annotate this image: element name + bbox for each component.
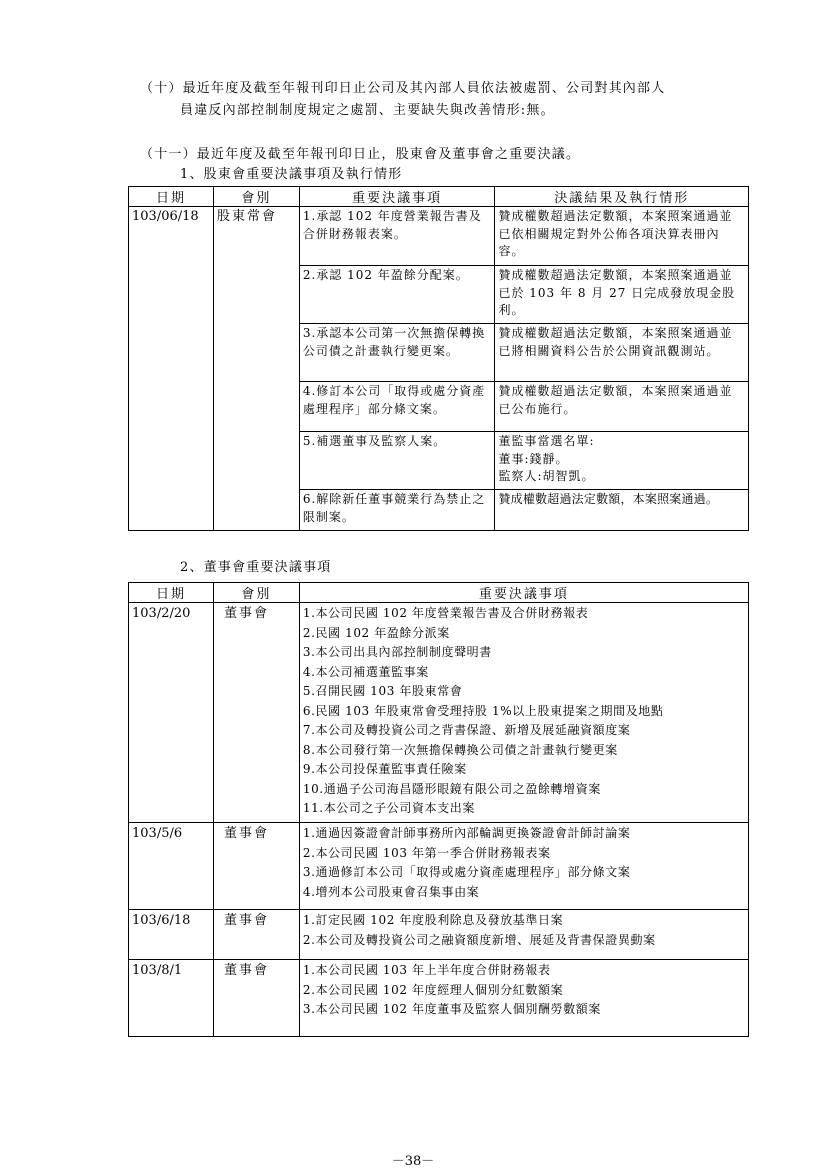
list-item: 4.本公司補選董監事案 (302, 664, 429, 679)
list-item: 1.通過因簽證會計師事務所內部輪調更換簽證會計師討論案 (302, 826, 631, 840)
resolution-item: 3.承認本公司第一次無擔保轉換公司債之計畫執行變更案。 (299, 324, 495, 382)
list-item: 5.召開民國 103 年股東常會 (302, 684, 463, 698)
col-header-meeting: 會別 (213, 187, 299, 207)
list-item: 8.本公司發行第一次無擔保轉換公司債之計畫執行變更案 (302, 742, 618, 757)
shareholders-resolutions-table (128, 186, 749, 531)
list-item: 2.本公司及轉投資公司之融資額度新增、展延及背書保證異動案 (302, 932, 656, 947)
table-row (129, 603, 749, 823)
table-row (129, 207, 749, 266)
list-item: 9.本公司投保董監事責任險案 (302, 762, 467, 776)
col-header-date: 日期 (129, 187, 214, 207)
section10-line1: （十）最近年度及截至年報刊印日止公司及其內部人員依法被處罰、公司對其內部人 (140, 81, 666, 96)
table-header-row (129, 187, 749, 207)
col-header-meeting: 會別 (213, 583, 299, 603)
resolution-items (299, 823, 748, 910)
meeting-date: 103/2/20 (129, 603, 214, 823)
table-row (129, 960, 749, 1037)
col-header-item: 重要決議事項 (299, 187, 495, 207)
meeting-type: 董事會 (213, 823, 299, 910)
list-item: 7.本公司及轉投資公司之背書保證、新增及展延融資額度案 (302, 723, 631, 737)
section11-sub2: 2、董事會重要決議事項 (180, 560, 332, 575)
resolution-result: 贊成權數超過法定數額，本案照案通過並已公布施行。 (495, 382, 749, 432)
resolution-item: 6.解除新任董事競業行為禁止之限制案。 (299, 490, 495, 531)
col-header-result: 決議結果及執行情形 (495, 187, 749, 207)
col-header-date: 日期 (129, 583, 214, 603)
resolution-items (299, 960, 748, 1037)
list-item: 3.通過修訂本公司「取得或處分資產處理程序」部分條文案 (302, 865, 631, 879)
list-item: 2.本公司民國 102 年度經理人個別分紅數額案 (302, 982, 564, 997)
list-item: 3.本公司民國 102 年度董事及監察人個別酬勞數額案 (302, 1002, 602, 1016)
table-row (129, 910, 749, 960)
list-item: 6.民國 103 年股東常會受理持股 1%以上股東提案之期間及地點 (302, 703, 664, 718)
meeting-date: 103/06/18 (129, 207, 214, 531)
result-line: 監察人:胡智凱。 (498, 469, 595, 483)
list-item: 2.民國 102 年盈餘分派案 (302, 625, 450, 640)
resolution-result: 贊成權數超過法定數額，本案照案通過並已將相關資料公告於公開資訊觀測站。 (495, 324, 749, 382)
list-item: 1.訂定民國 102 年度股利除息及發放基準日案 (302, 913, 564, 927)
list-item: 1.本公司民國 102 年度營業報告書及合併財務報表 (302, 606, 589, 620)
meeting-type: 股東常會 (213, 207, 299, 531)
meeting-date: 103/8/1 (129, 960, 214, 1037)
resolution-item: 4.修訂本公司「取得或處分資產處理程序」部分條文案。 (299, 382, 495, 432)
list-item: 3.本公司出具內部控制制度聲明書 (302, 645, 492, 659)
resolution-result: 贊成權數超過法定數額，本案照案通過。 (495, 490, 749, 531)
list-item: 10.通過子公司海昌隱形眼鏡有限公司之盈餘轉增資案 (302, 781, 601, 796)
resolution-result: 贊成權數超過法定數額，本案照案通過並已依相關規定對外公佈各項決算表冊內容。 (495, 207, 749, 266)
resolution-result (495, 432, 749, 490)
board-resolutions-table (128, 582, 749, 1037)
result-line: 董監事當選名單: (498, 434, 595, 448)
table-row (129, 823, 749, 910)
list-item: 11.本公司之子公司資本支出案 (302, 801, 475, 815)
resolution-item: 2.承認 102 年盈餘分配案。 (299, 266, 495, 324)
meeting-date: 103/5/6 (129, 823, 214, 910)
list-item: 1.本公司民國 103 年上半年度合併財務報表 (302, 963, 551, 977)
resolution-result: 贊成權數超過法定數額，本案照案通過並已於 103 年 8 月 27 日完成發放現金股利。 (495, 266, 749, 324)
resolution-item: 5.補選董事及監察人案。 (299, 432, 495, 490)
list-item: 2.本公司民國 103 年第一季合併財務報表案 (302, 845, 551, 860)
col-header-item: 重要決議事項 (299, 583, 748, 603)
page-number: －38－ (391, 1154, 435, 1169)
resolution-items (299, 603, 748, 823)
meeting-type: 董事會 (213, 603, 299, 823)
meeting-date: 103/6/18 (129, 910, 214, 960)
result-line: 董事:錢靜。 (498, 451, 569, 466)
resolution-items (299, 910, 748, 960)
table-header-row (129, 583, 749, 603)
meeting-type: 董事會 (213, 960, 299, 1037)
section11-title: （十一）最近年度及截至年報刊印日止，股東會及董事會之重要決議。 (140, 147, 581, 162)
section10-line2: 員違反內部控制制度規定之處罰、主要缺失與改善情形:無。 (180, 103, 555, 118)
list-item: 4.增列本公司股東會召集事由案 (302, 884, 480, 899)
section11-sub1: 1、股東會重要決議事項及執行情形 (180, 167, 403, 182)
resolution-item: 1.承認 102 年度營業報告書及合併財務報表案。 (299, 207, 495, 266)
meeting-type: 董事會 (213, 910, 299, 960)
